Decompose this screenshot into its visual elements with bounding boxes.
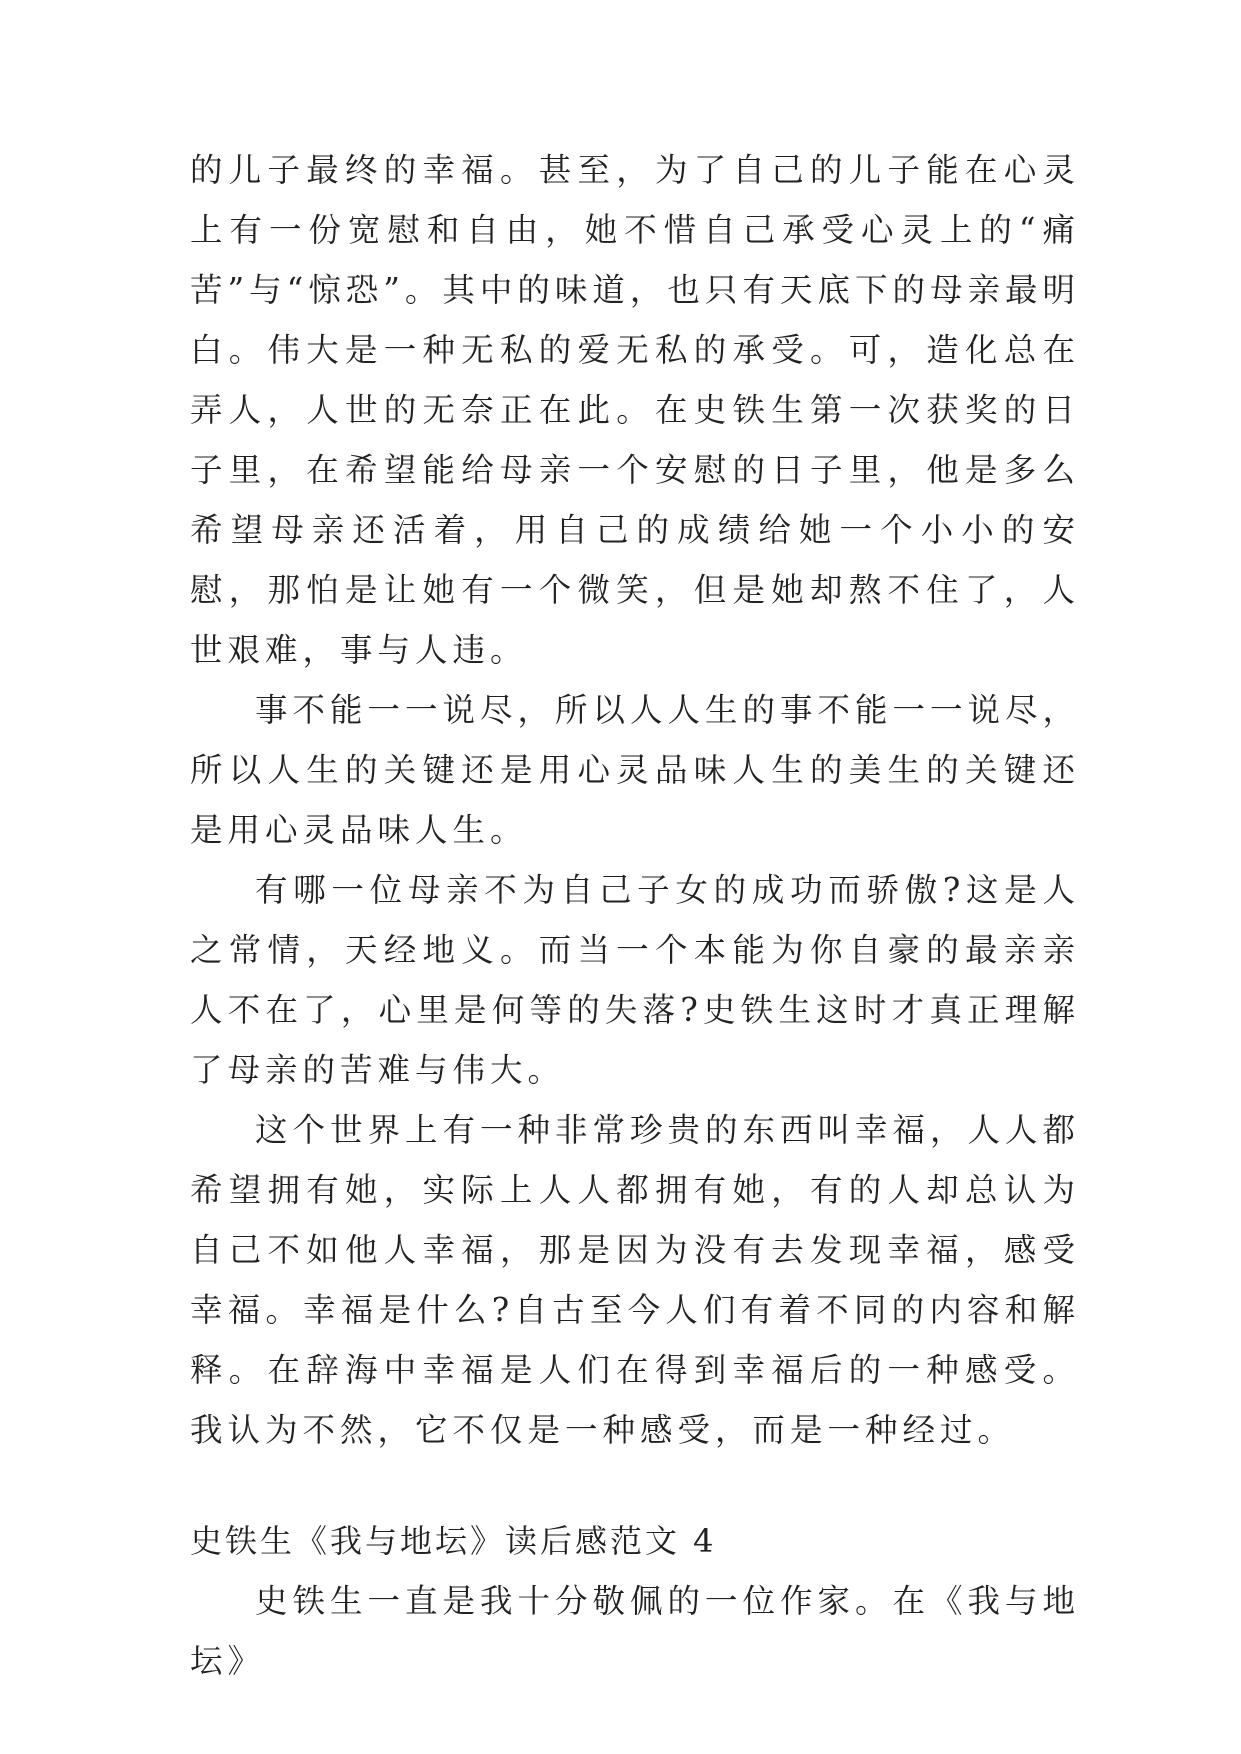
paragraph: 事不能一一说尽，所以人人生的事不能一一说尽，所以人生的关键还是用心灵品味人生的美生的关键还是用心灵品味人生。 xyxy=(190,691,1081,849)
document-body xyxy=(190,140,1080,1691)
paragraph: 史铁生一直是我十分敬佩的一位作家。在《我与地坛》 xyxy=(190,1582,1081,1680)
paragraph-continuation: 的儿子最终的幸福。甚至，为了自己的儿子能在心灵上有一份宽慰和自由，她不惜自己承受心灵上的“痛苦”与“惊恐”。其中的味道，也只有天底下的母亲最明白。伟大是一种无私的爱无私的承受。可，造化总在弄人，人世的无奈正在此。在史铁生第一次获奖的日子里，在希望能给母亲一个安慰的日子里，他是多么希望母亲还活着，用自己的成绩给她一个小小的安慰，那怕是让她有一个微笑，但是她却熬不住了，人世艰难，事与人违。 xyxy=(190,151,1080,669)
section-heading: 史铁生《我与地坛》读后感范文 4 xyxy=(190,1522,717,1560)
paragraph: 有哪一位母亲不为自己子女的成功而骄傲?这是人之常情，天经地义。而当一个本能为你自豪的最亲亲人不在了，心里是何等的失落?史铁生这时才真正理解了母亲的苦难与伟大。 xyxy=(190,871,1080,1089)
paragraph: 这个世界上有一种非常珍贵的东西叫幸福，人人都希望拥有她，实际上人人都拥有她，有的人却总认为自己不如他人幸福，那是因为没有去发现幸福，感受幸福。幸福是什么?自古至今人们有着不同的内容和解释。在辞海中幸福是人们在得到幸福后的一种感受。我认为不然，它不仅是一种感受，而是一种经过。 xyxy=(190,1111,1081,1449)
